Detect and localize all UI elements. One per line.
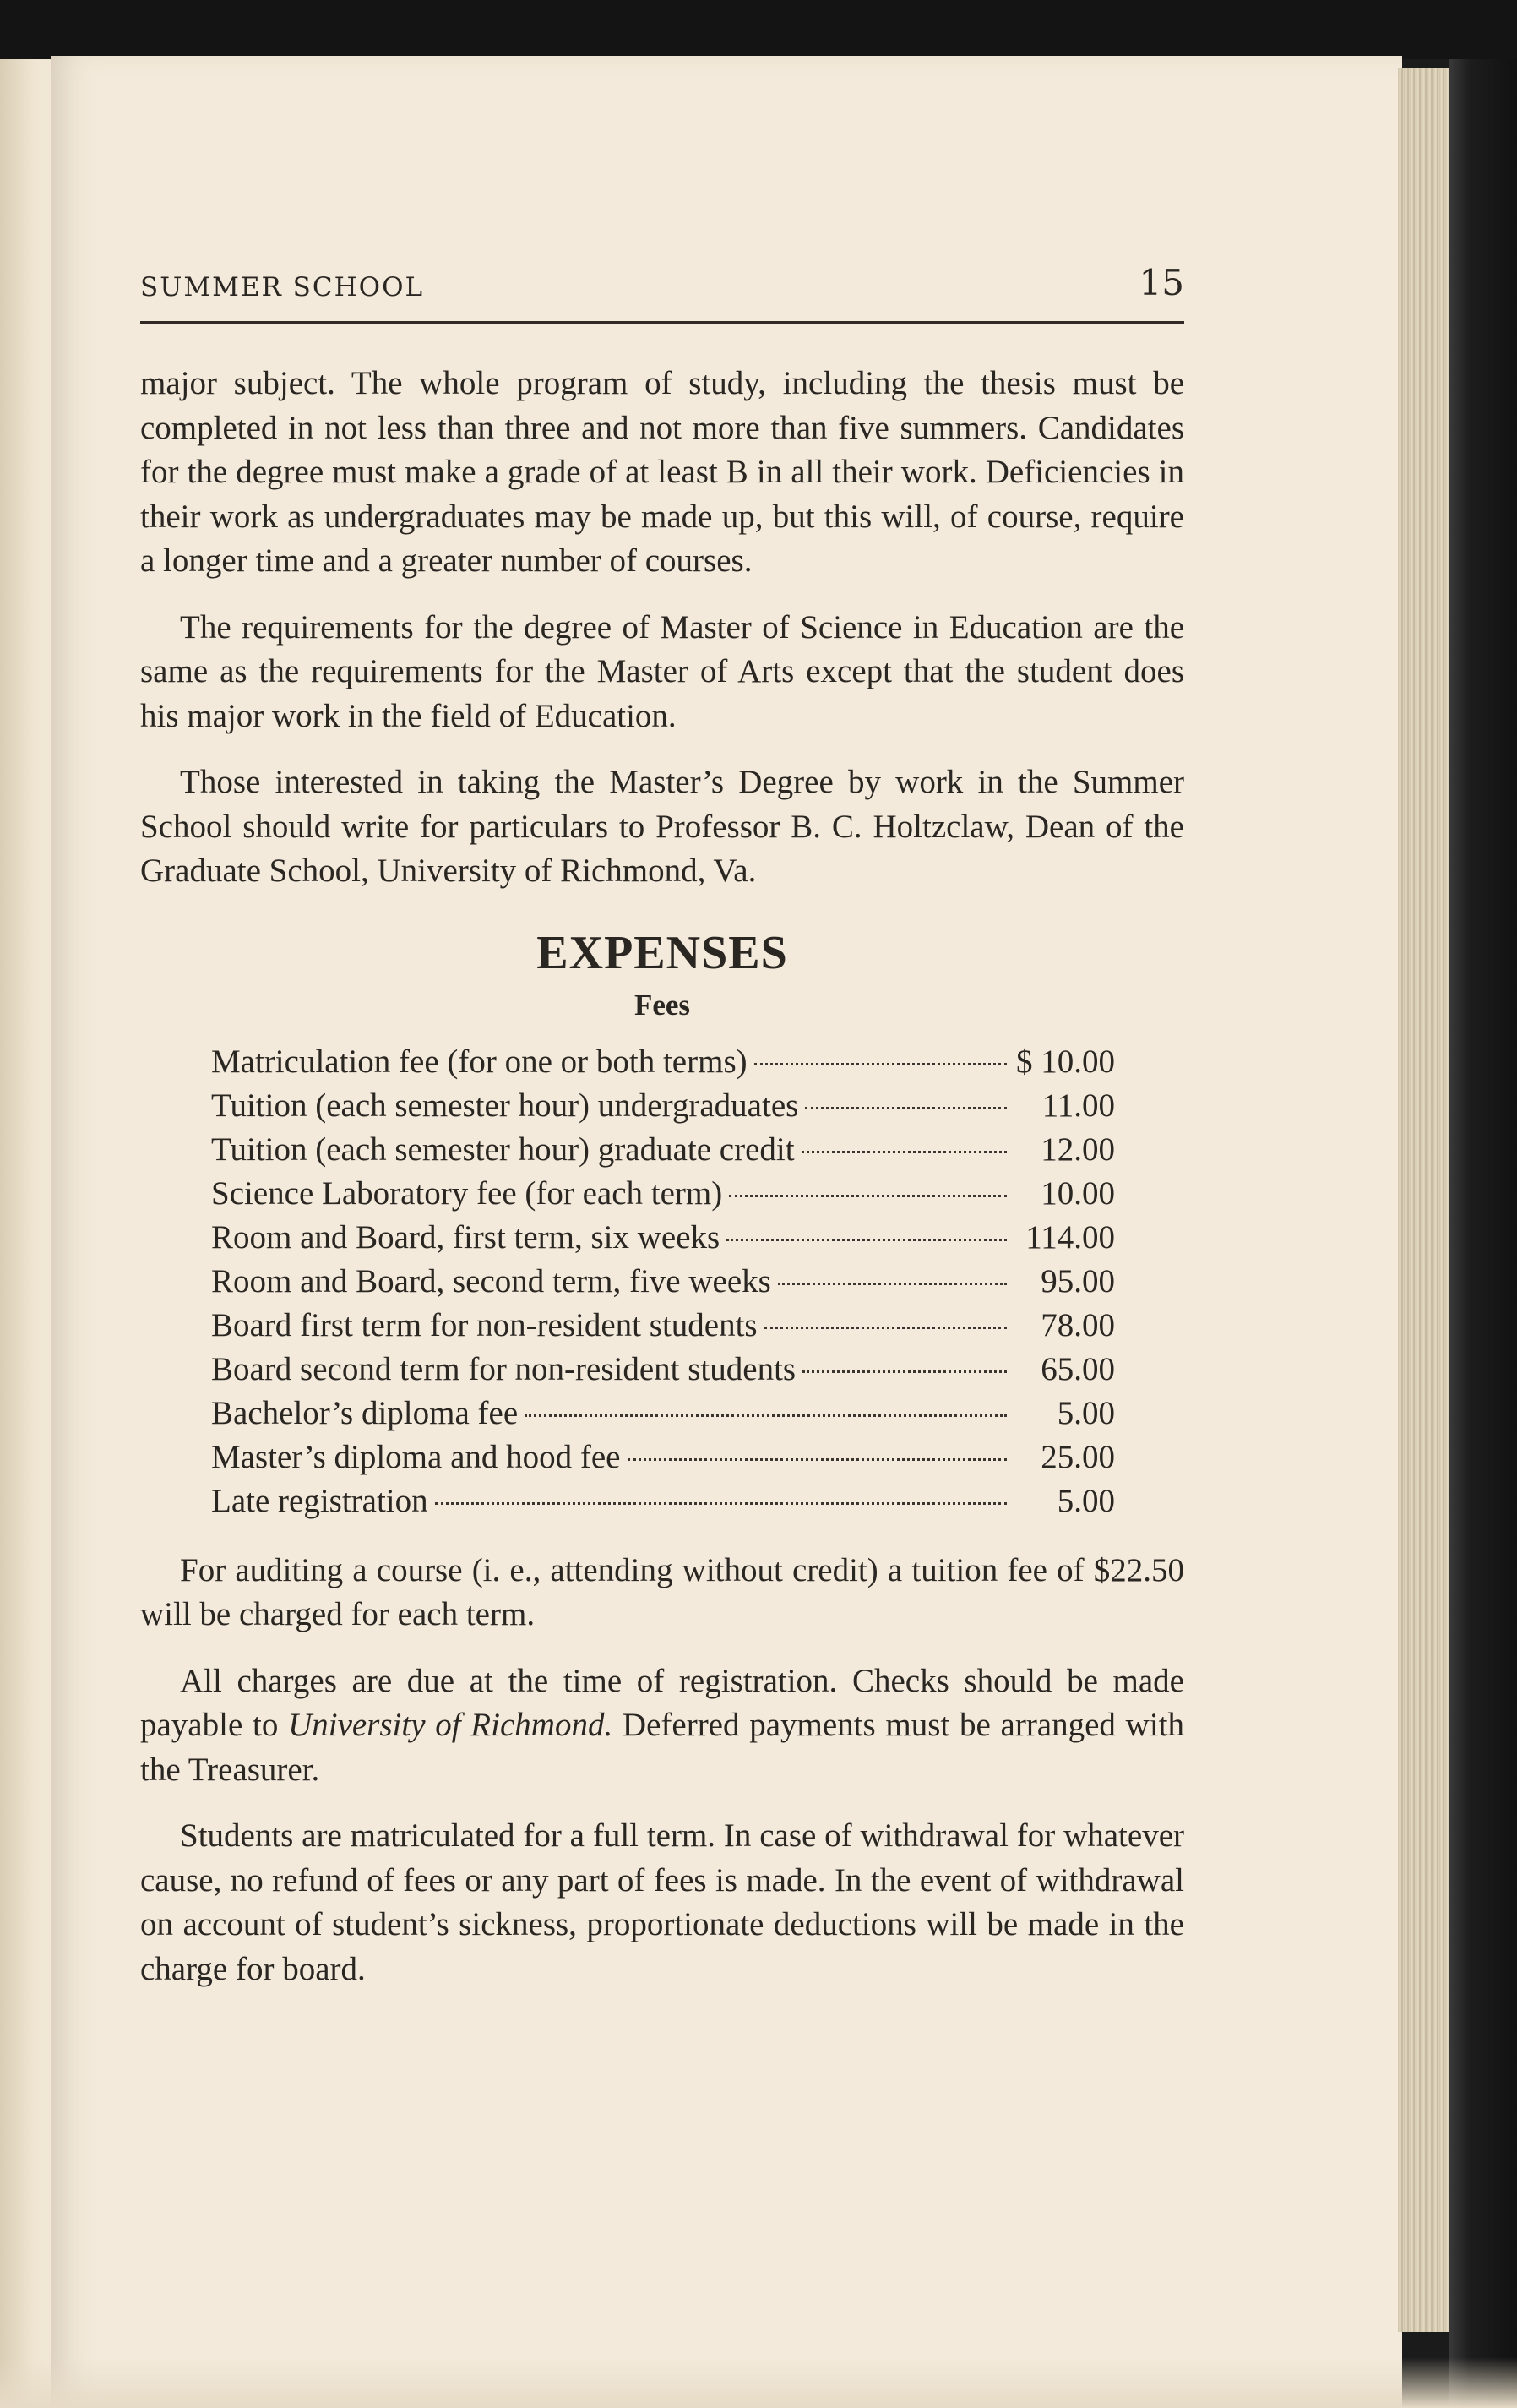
dot-leader <box>805 1107 1007 1109</box>
running-head <box>140 262 1184 319</box>
page-bottom-shade <box>0 2357 1517 2408</box>
fee-amount: 5.00 <box>1057 1394 1115 1431</box>
fee-amount: 95.00 <box>1041 1262 1115 1299</box>
fee-row <box>211 1392 1115 1436</box>
dot-leader <box>802 1151 1007 1153</box>
fee-label: Tuition (each semester hour) undergraduates <box>211 1087 799 1124</box>
paragraph-charges-due <box>140 1659 1184 1793</box>
charges-text-start: All charges are due at the time of registration. Checks should be made payable to <box>140 1662 1184 1743</box>
fee-row <box>211 1040 1115 1084</box>
fee-amount: 12.00 <box>1041 1130 1115 1168</box>
fees-subheading: Fees <box>633 989 691 1021</box>
running-head-title: SUMMER SCHOOL <box>140 272 425 302</box>
fee-label: Room and Board, second term, five weeks <box>211 1262 771 1299</box>
fee-label: Master’s diploma and hood fee <box>211 1438 621 1475</box>
book-cover-edge <box>1449 59 1517 2408</box>
fee-row <box>211 1260 1115 1304</box>
fee-label: Bachelor’s diploma fee <box>211 1394 519 1431</box>
header-rule <box>140 321 1184 324</box>
paragraph-master-of-science: The requirements for the degree of Master of Science in Education are the same as the requirements for the Master of Arts except that the student does his major work in the field of Education. <box>140 608 1184 734</box>
fee-label: Board first term for non-resident students <box>211 1306 758 1343</box>
fee-label: Late registration <box>211 1482 428 1519</box>
fee-label: Matriculation fee (for one or both terms) <box>211 1043 748 1080</box>
fee-row <box>211 1348 1115 1392</box>
fee-row <box>211 1084 1115 1128</box>
dot-leader <box>435 1502 1007 1505</box>
dot-leader <box>525 1414 1007 1417</box>
fee-label: Tuition (each semester hour) graduate credit <box>211 1130 795 1168</box>
fee-row <box>211 1304 1115 1348</box>
fee-label: Room and Board, first term, six weeks <box>211 1218 720 1256</box>
page-number: 15 <box>1139 262 1184 303</box>
after-fees-section <box>140 1549 1184 1992</box>
dot-leader <box>778 1283 1007 1285</box>
fees-table <box>211 1040 1115 1523</box>
fee-amount: 5.00 <box>1057 1482 1115 1519</box>
fee-amount: 11.00 <box>1041 1087 1115 1124</box>
fee-label: Board second term for non-resident students <box>211 1350 797 1387</box>
dot-leader <box>764 1327 1007 1329</box>
fee-row <box>211 1128 1115 1172</box>
fee-amount: 78.00 <box>1041 1306 1115 1343</box>
page-body <box>140 362 1184 2013</box>
dot-leader <box>729 1195 1007 1197</box>
fee-label: Science Laboratory fee (for each term) <box>211 1174 723 1212</box>
paragraph-auditing: For auditing a course (i. e., attending without credit) a tuition fee of $22.50 will be charged for each term. <box>140 1551 1184 1632</box>
charges-text-end: Deferred payments must be arranged with the Treasurer. <box>140 1707 1184 1788</box>
dot-leader <box>802 1370 1007 1373</box>
fee-row <box>211 1479 1115 1523</box>
payee-name: University of Richmond. <box>288 1707 613 1743</box>
fee-row <box>211 1436 1115 1479</box>
scan-background-top <box>0 0 1517 59</box>
dot-leader <box>726 1239 1007 1241</box>
fee-amount: 10.00 <box>1041 1174 1115 1212</box>
dot-leader <box>754 1063 1007 1065</box>
fee-amount: 25.00 <box>1041 1438 1115 1475</box>
paragraph-degree-requirements: major subject. The whole program of study, including the thesis must be completed in not less than three and not more than five summers. Candidates for the degree must make a grade of at least B in all their work. Deficiencies in their work as undergraduates may be made up, but this will, of course, require a longer time and a greater number of courses. <box>140 365 1184 579</box>
fee-row <box>211 1172 1115 1216</box>
dot-leader <box>628 1458 1008 1461</box>
fee-amount: 65.00 <box>1041 1350 1115 1387</box>
paragraph-refund-policy: Students are matriculated for a full term. In case of withdrawal for whatever cause, no refund of fees or any part of fees is made. In the event of withdrawal on account of student’s sickness, proportionate deductions will be made in the charge for board. <box>140 1817 1184 1987</box>
fee-row <box>211 1216 1115 1260</box>
expenses-heading: EXPENSES <box>536 926 788 979</box>
paragraph-contact-professor: Those interested in taking the Master’s Degree by work in the Summer School should write for particulars to Professor B. C. Holtzclaw, Dean of the Graduate School, University of Richmond, Va. <box>140 764 1184 889</box>
fee-amount: 114.00 <box>1025 1218 1115 1256</box>
fee-amount: $ 10.00 <box>1016 1043 1115 1080</box>
